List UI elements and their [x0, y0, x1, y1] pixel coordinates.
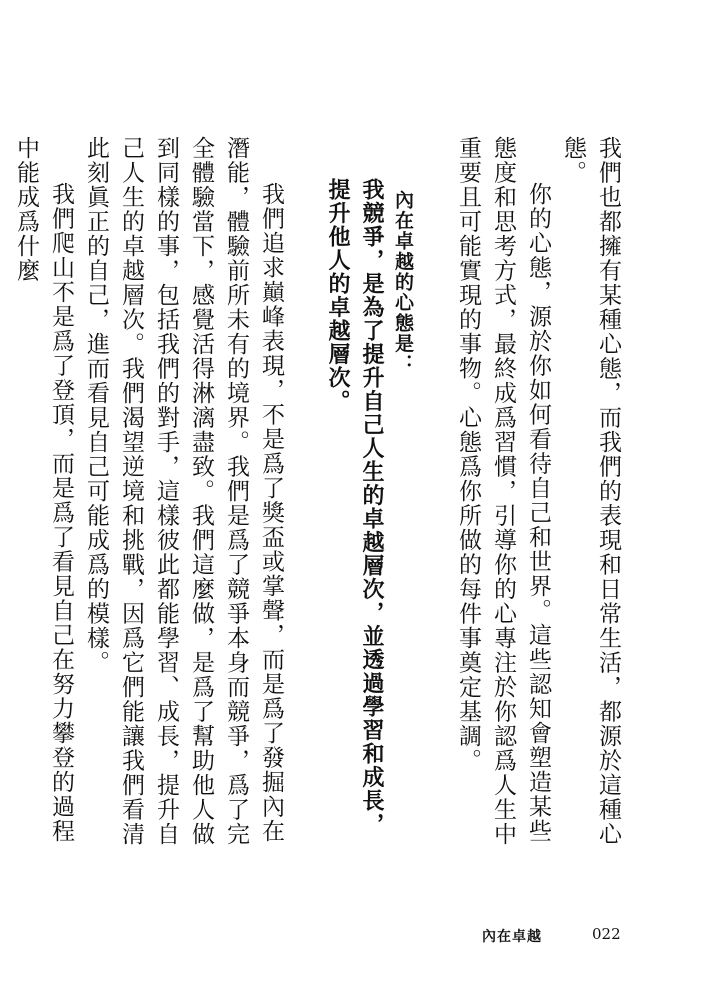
callout-title: 內在卓越的心態是： [392, 190, 414, 375]
paragraph-2: 你的心態，源於你如何看待自己和世界。這些認知會塑造某些態度和思考方式，最終成爲習慣，引導你的心專注於你認爲人生中重要且可能實現的事物。心態爲你所做的每件事奠定基調。 [455, 136, 551, 847]
vertical-text-body [8, 136, 625, 856]
callout-body: 我競爭，是為了提升自己人生的卓越層次，並透過學習和成長，提升他人的卓越層次。 [325, 178, 384, 836]
mindset-callout [320, 136, 418, 856]
paragraph-1: 我們也都擁有某種心態，而我們的表現和日常生活，都源於這種心態。 [560, 136, 621, 847]
page-footer [0, 926, 711, 950]
running-footer-chapter: 內在卓越 [482, 929, 542, 945]
paragraph-3: 我們追求巔峰表現，不是爲了獎盃或掌聲，而是爲了發掘內在潛能，體驗前所未有的境界。我們是爲了競爭本身而競爭，爲了完全體驗當下，感覺活得淋漓盡致。我們這麼做，是爲了幫助他人做到同樣的事，包括我們的對手，這樣彼此都能學習、成長，提升自己人生的卓越層次。我們渴望逆境和挑戰，因爲它們能讓我們看清此刻眞正的自己，進而看見自己可能成爲的模樣。 [83, 136, 284, 847]
paragraph-4: 我們爬山不是爲了登頂，而是爲了看見自己在努力攀登的過程中能成爲什麼 [13, 136, 74, 844]
page-number: 022 [592, 925, 621, 943]
